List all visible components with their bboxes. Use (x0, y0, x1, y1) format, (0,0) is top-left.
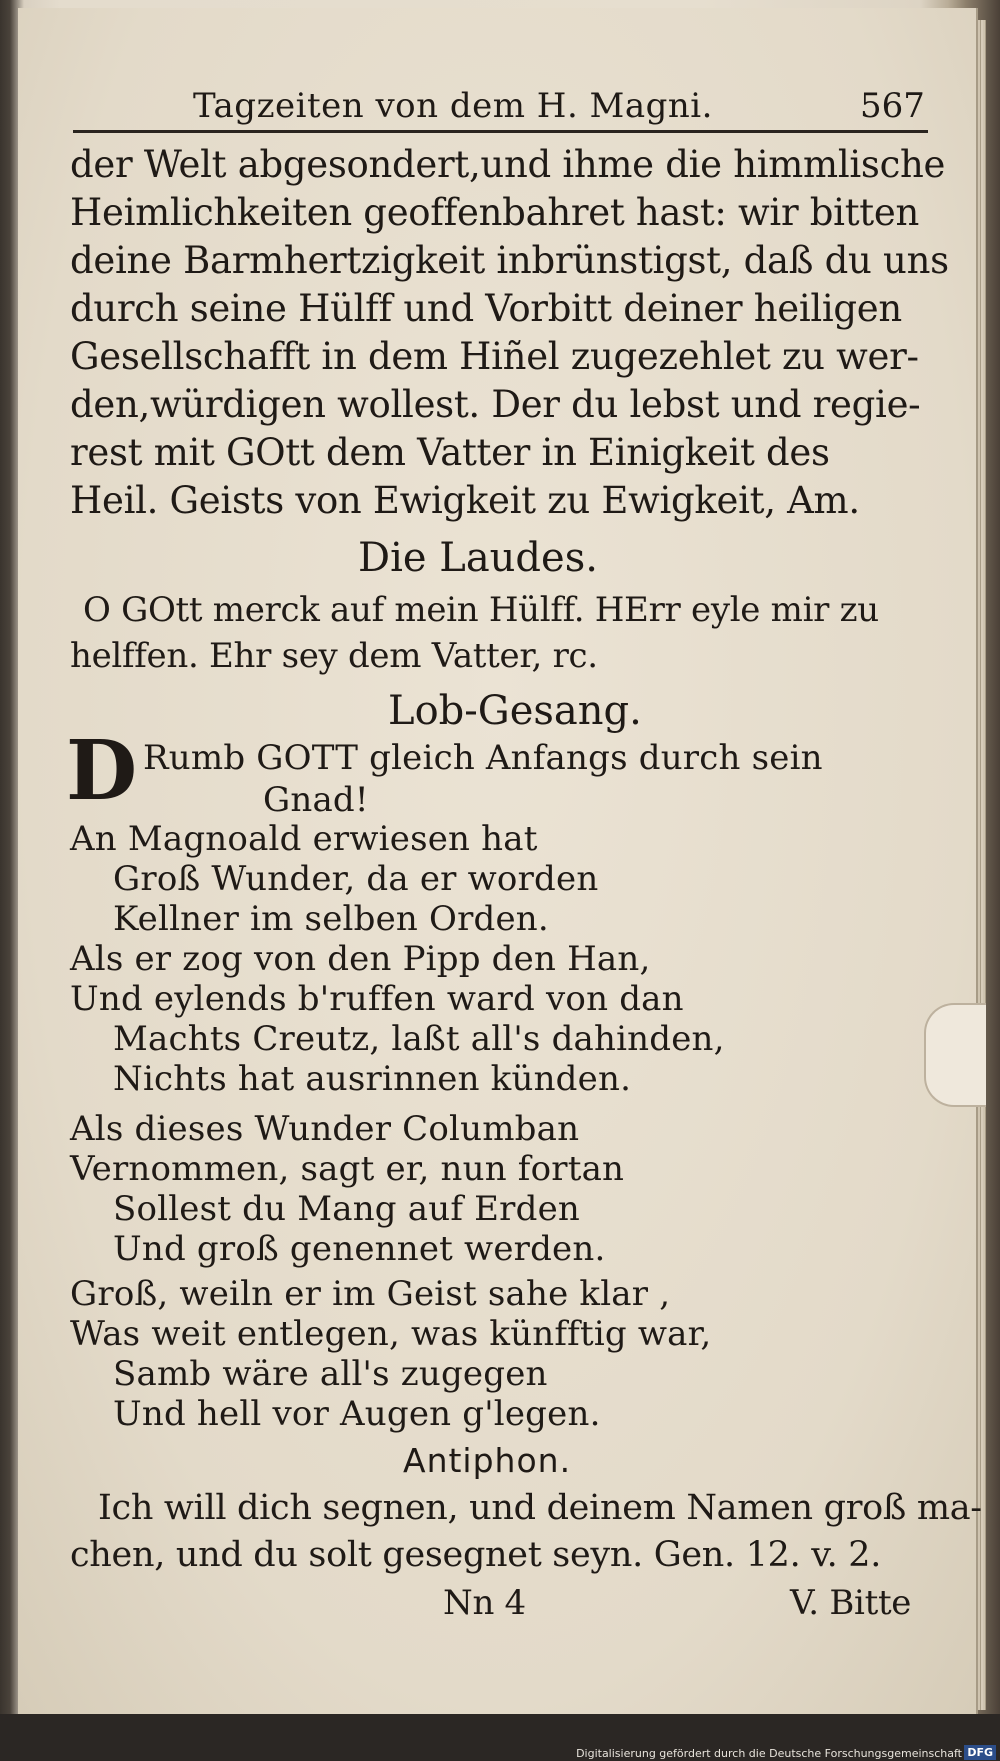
text-line: Heil. Geists von Ewigkeit zu Ewigkeit, Am. (70, 479, 860, 522)
hymn-line: Groß, weiln er im Geist sahe klar , (70, 1274, 671, 1314)
hymn-line: Sollest du Mang auf Erden (113, 1189, 580, 1229)
hymn-line: Vernommen, sagt er, nun fortan (70, 1149, 625, 1189)
hymn-line: Als er zog von den Pipp den Han, (70, 939, 651, 979)
text-line: den,würdigen wollest. Der du lebst und regie- (70, 383, 921, 426)
drop-initial: D (66, 723, 138, 819)
text-line: der Welt abgesondert,und ihme die himmlische (70, 143, 946, 186)
signature-mark: Nn 4 (443, 1583, 526, 1623)
antiphon-line: Ich will dich segnen, und deinem Namen groß ma- (98, 1488, 982, 1528)
hymn-line: An Magnoald erwiesen hat (70, 819, 538, 859)
hymn-heading: Lob-Gesang. (388, 688, 642, 734)
running-title: Tagzeiten von dem H. Magni. (193, 86, 713, 126)
page-tab-marker (924, 1003, 986, 1107)
text-line: Gesellschafft in dem Hiñel zugezehlet zu wer- (70, 335, 919, 378)
hymn-line: Und eylends b'ruffen ward von dan (70, 979, 684, 1019)
page-number: 567 (860, 86, 925, 126)
antiphon-line: chen, und du solt gesegnet seyn. Gen. 12. v. 2. (70, 1535, 882, 1575)
catchword: V. Bitte (790, 1583, 912, 1623)
dfg-logo: DFG (964, 1745, 996, 1760)
hymn-line: Rumb GOTT gleich Anfangs durch sein (143, 738, 823, 778)
laudes-line: O GOtt merck auf mein Hülff. HErr eyle mir zu (83, 590, 879, 630)
book-page (18, 8, 982, 1714)
hymn-line: Was weit entlegen, was künfftig war, (70, 1314, 712, 1354)
text-line: Heimlichkeiten geoffenbahret hast: wir bitten (70, 191, 919, 234)
hymn-line: Und groß genennet werden. (113, 1229, 606, 1269)
header-rule (73, 130, 928, 133)
hymn-line: Groß Wunder, da er worden (113, 859, 599, 899)
hymn-line: Nichts hat ausrinnen künden. (113, 1059, 632, 1099)
hymn-line: Samb wäre all's zugegen (113, 1354, 548, 1394)
hymn-line: Kellner im selben Orden. (113, 899, 549, 939)
hymn-line: Gnad! (263, 780, 369, 820)
text-line: deine Barmhertzigkeit inbrünstigst, daß du uns (70, 239, 949, 282)
funding-credit: Digitalisierung gefördert durch die Deutsche Forschungsgemeinschaft (576, 1747, 962, 1760)
laudes-heading: Die Laudes. (358, 535, 598, 581)
hymn-line: Machts Creutz, laßt all's dahinden, (113, 1019, 725, 1059)
antiphon-heading: Antiphon. (403, 1441, 572, 1480)
hymn-line: Als dieses Wunder Columban (70, 1109, 580, 1149)
hymn-line: Und hell vor Augen g'legen. (113, 1394, 601, 1434)
laudes-line: helffen. Ehr sey dem Vatter, rc. (70, 636, 598, 676)
text-line: durch seine Hülff und Vorbitt deiner heiligen (70, 287, 902, 330)
text-line: rest mit GOtt dem Vatter in Einigkeit des (70, 431, 830, 474)
